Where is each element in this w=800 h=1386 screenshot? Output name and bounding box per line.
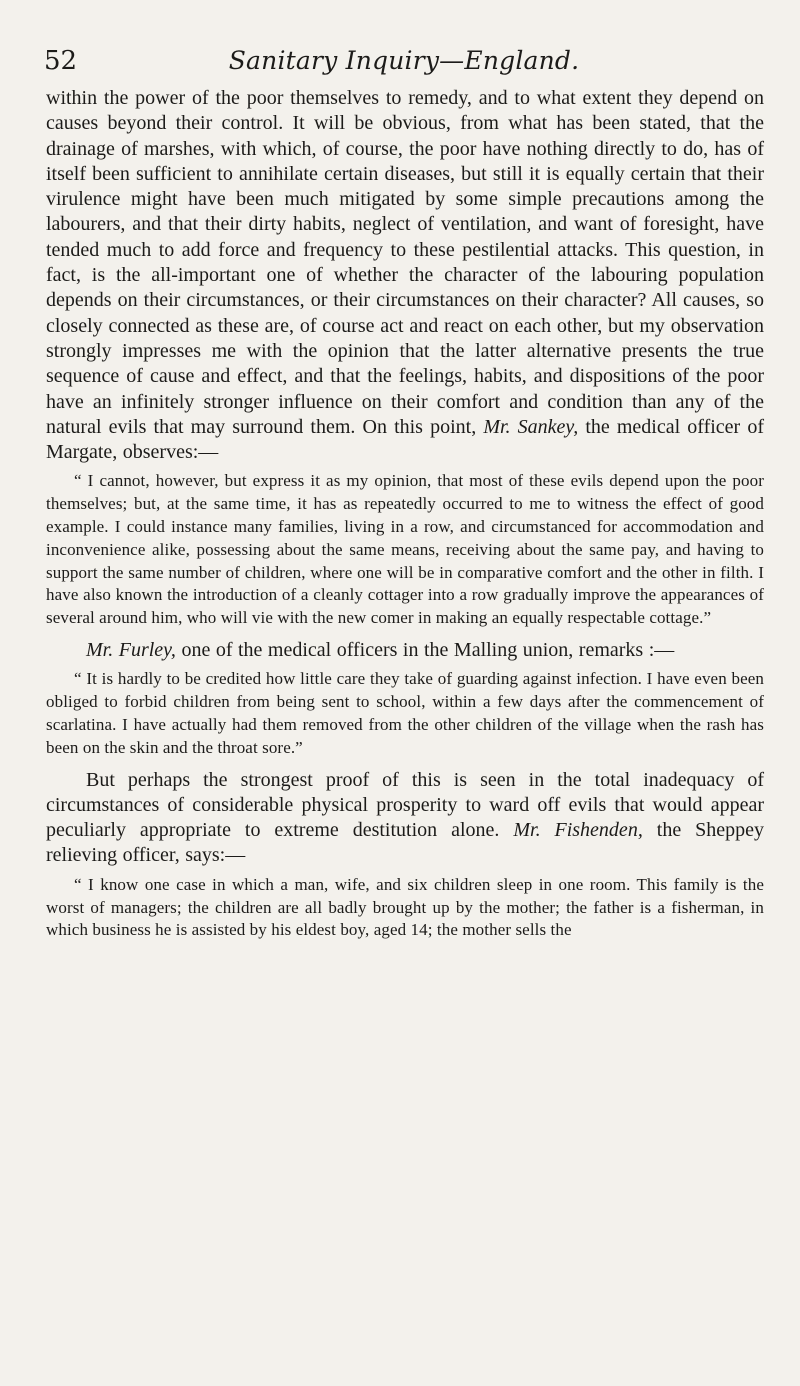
body-paragraph-2	[46, 638, 764, 663]
body-paragraph-3	[46, 768, 764, 869]
body-paragraph-1	[46, 86, 764, 465]
paragraph-text: one of the medical officers in the Malling union, remarks :—	[175, 639, 675, 662]
paragraph-text: the Sheppey relieving officer, says:—	[46, 819, 765, 867]
block-quote-2: “ It is hardly to be credited how little care they take of guarding against infection. I have even been obliged to forbid children from being sent to school, within a few days after the commencement of scarlatina. I have actually had them removed from the other children of the village when the rash has been on the skin and the throat sore.”	[46, 669, 764, 757]
page-header	[46, 48, 764, 74]
page-body	[46, 86, 764, 942]
cited-name: Mr. Sankey,	[483, 415, 579, 438]
block-quote-1: “ I cannot, however, but express it as my opinion, that most of these evils depend upon the poor themselves; but, at the same time, it has as repeatedly occurred to me to witness the effect of good example. I could instance many families, living in a row, and circumstanced for accommodation and inconvenience alike, possessing about the same means, receiving about the same pay, and having to support the same number of children, where one will be in comparative comfort and the other in filth. I have also known the introduction of a cleanly cottager into a row gradually improve the appearances of several around him, who will vie with the new comer in making an equally respectable cottage.”	[46, 471, 764, 628]
cited-name: Mr. Fishenden,	[513, 819, 643, 842]
page-number: 52	[44, 46, 78, 76]
block-quote-3: “ I know one case in which a man, wife, and six children sleep in one room. This family is the worst of managers; the children are all badly brought up by the mother; the father is a fisherman, in which business he is assisted by his eldest boy, aged 14; the mother sells the	[46, 874, 764, 940]
running-head: Sanitary Inquiry—England.	[228, 46, 580, 75]
paragraph-text: the medical officer of Margate, observes:—	[46, 415, 764, 464]
cited-name: Mr. Furley,	[86, 639, 176, 662]
paragraph-text: But perhaps the strongest proof of this is seen in the total inadequacy of circumstances of considerable physical prosperity to ward off evils that would appear peculiarly appropriate to extreme destitution alone.	[46, 768, 764, 842]
paragraph-text: within the power of the poor themselves to remedy, and to what extent they depend on causes beyond their control. It will be obvious, from what has been stated, that the drainage of marshes, with which, of course, the poor have nothing directly to do, has of itself been sufficient to annihilate certain diseases, but still it is equally certain that their virulence might have been much mitigated by some simple precautions among the labourers, and that their dirty habits, neglect of ventilation, and want of foresight, have tended much to add force and frequency to these pestilential attacks. This question, in fact, is the all-important one of whether the character of the labouring population depends on their circumstances, or their circumstances on their character? All causes, so closely connected as these are, of course act and react on each other, but my observation strongly impresses me with the opinion that the latter alternative presents the true sequence of cause and effect, and that the feelings, habits, and dispositions of the poor have an infinitely stronger influence on their comfort and condition than any of the natural evils that may surround them. On this point,	[46, 87, 764, 438]
